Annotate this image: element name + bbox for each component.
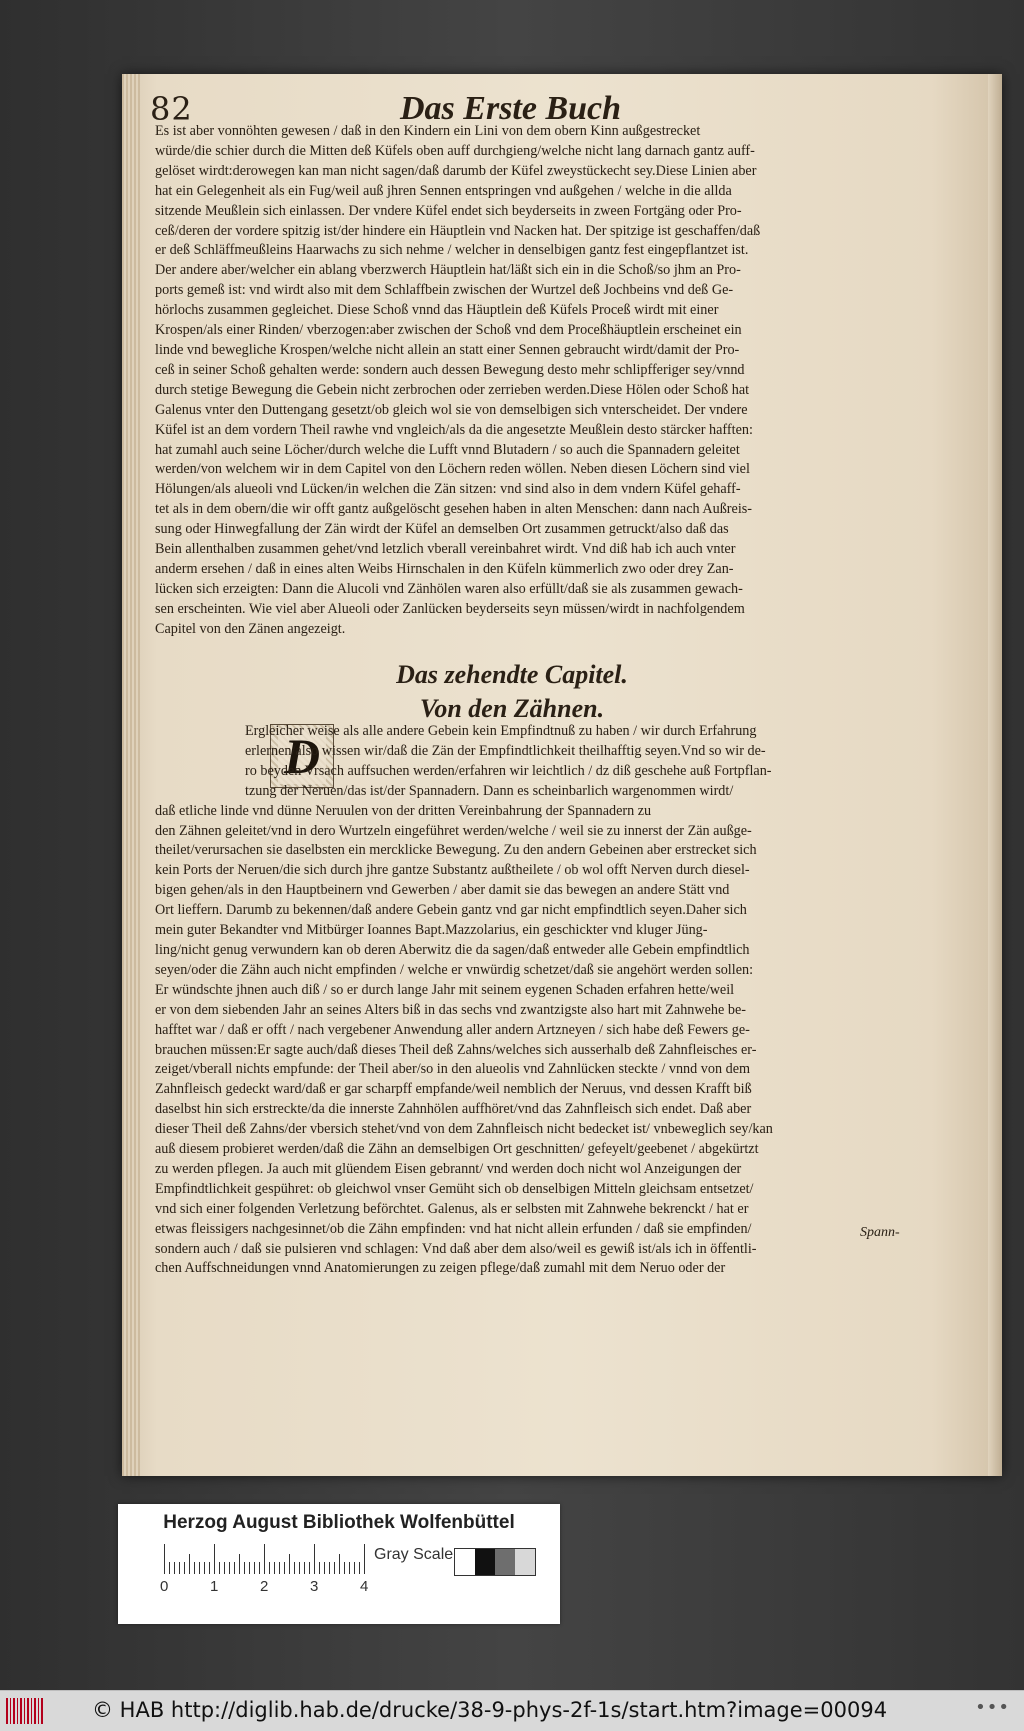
text-line: zeiget/vberall nichts empfunde: der Theil aber/so in den alueolis vnd Zahnlücken steckte / vnnd von dem (155, 1061, 751, 1078)
ruler-tick (204, 1562, 205, 1574)
ruler-tick (254, 1562, 255, 1574)
text-line: hörlochs zusammen gegleichet. Diese Schoß vnnd das Häuptlein deß Küfels Proceß wirdt mit einer (155, 302, 719, 319)
ruler-tick (174, 1562, 175, 1574)
ruler-tick (284, 1562, 285, 1574)
text-line: erlernen/also wissen wir/daß die Zän der Empfindtlichkeit theilhafftig seyen.Vnd so wir de- (245, 742, 766, 759)
text-line: Zahnfleisch gedeckt ward/daß er gar scharpff empfande/weil nemblich der Neruus, vnd dessen Krafft biß (155, 1081, 752, 1098)
text-line: ceß/deren der vordere spitzig ist/der hindere ein Häuptlein vnd Nacken hat. Der spitzige ist geschaffen/daß (155, 222, 761, 239)
text-line: tet als in dem obern/die wir offt gantz außgelöscht gesehen haben in alten Menschen: dann nach Außreis- (155, 501, 753, 518)
ruler-tick (339, 1554, 340, 1574)
text-line: etwas fleissigers nachgesinnet/ob die Zähn empfinden: vnd hat nicht allein erfunden / daß sie empfinden/ (155, 1220, 752, 1237)
text-line: Es ist aber vonnöhten gewesen / daß in den Kindern ein Lini von dem obern Kinn außgestrecket (155, 123, 701, 139)
text-line: er deß Schläffmeußleins Haarwachs zu sich nehme / welcher in denselbigen gantz fest eingepflantzet ist. (155, 242, 749, 259)
text-line: ro beyden Vrsach auffsuchen werden/erfahren wir leichtlich / dz diß geschehe auß Fortpflan- (245, 762, 772, 779)
text-line: Capitel von den Zänen angezeigt. (155, 620, 346, 637)
ruler-tick (324, 1562, 325, 1574)
text-line: hafftet war / daß er offt / nach vergebener Anwendung aller andern Artzneyen / sich habe deß Fewers ge- (155, 1021, 750, 1038)
ruler-tick (289, 1554, 290, 1574)
ruler-tick (179, 1562, 180, 1574)
text-line: lücken sich erzeigten: Dann die Alucoli vnd Zänhölen waren also erfüllt/daß sie als zusammen gewach- (155, 580, 743, 597)
gray-swatch (475, 1549, 495, 1575)
initial-letter: D (278, 728, 326, 784)
ruler-label: 4 (360, 1578, 369, 1595)
text-line: hat ein Gelegenheit als ein Fug/weil auß jhren Sennen entspringen vnd außgehen / welche in die allda (155, 182, 732, 199)
text-line: sen erscheinten. Wie viel aber Alueoli oder Zanlücken beyderseits seyn müssen/wirdt in nachfolgendem (155, 600, 745, 617)
color-reference-card (118, 1504, 560, 1624)
ruler-tick (224, 1562, 225, 1574)
ruler-label: 0 (160, 1578, 169, 1595)
text-block-1 (155, 122, 955, 640)
text-line: Empfindtlichkeit gespühret: ob gleichwol vnser Gemüht sich ob denselbigen Mitteln gleichsam entsetzet/ (155, 1180, 754, 1197)
text-line: gelöset wirdt:derowegen kan man nicht sagen/daß darumb der Küfel zweystückecht sey.Diese Linien aber (155, 162, 757, 179)
text-line: brauchen müssen:Er sagte auch/daß dieses Theil deß Zahns/welches sich ausserhalb deß Zahnfleisches er- (155, 1041, 757, 1058)
text-line: Er wündschte jhnen auch diß / so er durch lange Jahr mit seinem eygenen Schaden erfahren hette/weil (155, 981, 735, 998)
ruler-tick (164, 1544, 165, 1574)
gray-scale-label: Gray Scale (374, 1546, 454, 1563)
ruler-tick (219, 1562, 220, 1574)
ruler-label: 3 (310, 1578, 319, 1595)
ruler-tick (334, 1562, 335, 1574)
running-head: Das Erste Buch (400, 90, 622, 127)
text-line: ports gemeß ist: vnd wirdt also mit dem Schlaffbein zwischen der Wurtzel deß Jochbeins vnd deß Ge- (155, 282, 734, 299)
ruler-tick (239, 1554, 240, 1574)
text-line: daselbst hin sich erstreckte/da die innerste Zahnhölen auffhöret/vnd das Zahnfleisch sich endet. Daß aber (155, 1101, 752, 1118)
ruler-tick (314, 1544, 315, 1574)
text-line: theilet/verursachen sie daselbsten ein mercklicke Bewegung. Zu den andern Gebeinen aber erstrecket sich (155, 842, 757, 859)
ruler-tick (214, 1544, 215, 1574)
ruler-tick (274, 1562, 275, 1574)
text-line: Ergleicher weise als alle andere Gebein kein Empfindtnuß zu haben / wir durch Erfahrung (245, 723, 757, 739)
text-line: er von dem siebenden Jahr an seines Alters biß in das sechs vnd zwantzigste also hart mit Zahnwehe be- (155, 1001, 746, 1018)
status-bar (0, 1690, 1024, 1731)
ruler-label: 1 (210, 1578, 219, 1595)
text-line: kein Ports der Neruen/die sich durch jhre gantze Substantz außtheilete / ob wol offt Nerven durch diesel- (155, 862, 750, 879)
ruler-label: 2 (260, 1578, 269, 1595)
library-name: Herzog August Bibliothek Wolfenbüttel (163, 1512, 515, 1533)
page-fold (988, 74, 1002, 1476)
text-line: den Zähnen geleitet/vnd in dero Wurtzeln eingeführet werden/welche / weil sie zu innerst der Zän außge- (155, 822, 752, 839)
text-line: sondern auch / daß sie pulsieren vnd schlagen: Vnd daß aber dem also/weil es gewiß ist/als ich in öffentli- (155, 1240, 757, 1257)
text-line: ling/nicht genug verwundern kan ob deren Aberwitz die da sagen/daß entweder alle Gebein empfindtlich (155, 941, 750, 958)
more-icon[interactable]: ••• (975, 1697, 1010, 1718)
text-line: durch stetige Bewegung die Gebein nicht zerbrochen oder zerrieben werden.Diese Hölen oder Schoß hat (155, 381, 750, 398)
text-line: chen Auffschneidungen vnnd Anatomierungen zu zeigen pflege/daß zumahl mit dem Neruo oder der (155, 1260, 726, 1277)
ruler-tick (189, 1554, 190, 1574)
scale-ruler (164, 1544, 364, 1574)
text-line: Küfel ist an dem vordern Theil rawhe vnd vngleich/als da die angesetzte Meußlein desto stärcker hafften: (155, 421, 753, 438)
text-line: daß etliche linde vnd dünne Neruulen von der dritten Vereinbahrung der Spannadern zu (155, 802, 652, 819)
ruler-tick (364, 1544, 365, 1574)
ruler-tick (264, 1544, 265, 1574)
ruler-tick (229, 1562, 230, 1574)
catchword: Spann- (860, 1225, 900, 1240)
gray-swatches (454, 1548, 536, 1576)
ruler-tick (169, 1562, 170, 1574)
hab-logo-icon (6, 1698, 44, 1724)
ruler-tick (344, 1562, 345, 1574)
chapter-title: Das zehendte Capitel. (396, 660, 628, 689)
text-line: Ort lieffern. Darumb zu bekennen/daß andere Gebein gantz vnd gar nicht empfindtlich seyen.Daher sich (155, 902, 747, 919)
source-url[interactable]: © HAB http://diglib.hab.de/drucke/38-9-phys-2f-1s/start.htm?image=00094 (92, 1698, 888, 1722)
ruler-tick (354, 1562, 355, 1574)
text-line: bigen gehen/als in den Hauptbeinern vnd Gewerben / aber damit sie das bewegen an andere Stätt vnd (155, 882, 730, 899)
ruler-tick (359, 1562, 360, 1574)
text-line: linde vnd bewegliche Krospen/welche nicht allein an statt einer Sennen gebraucht wirdt/damit der Pro- (155, 341, 740, 358)
ruler-tick (329, 1562, 330, 1574)
page-stack-edge (122, 74, 140, 1476)
text-line: ceß in seiner Schoß gehalten werde: sondern auch dessen Bewegung desto mehr schlipfferiger sey/vnnd (155, 361, 745, 378)
text-line: Galenus vnter den Duttengang gesetzt/ob gleich wol sie von demselbigen sich vnterscheidet. Der vndere (155, 401, 748, 418)
text-line: dieser Theil deß Zahns/der vbersich stehet/vnd von dem Zahnfleisch nicht bedecket ist/ vnbeweglich sey/kan (155, 1121, 773, 1138)
text-line: Krospen/als einer Rinden/ vberzogen:aber zwischen der Schoß vnd dem Proceßhäuptlein erscheinet ein (155, 322, 742, 339)
text-line: seyen/oder die Zähn auch nicht empfinden / welche er vnwürdig schetzet/daß sie angehört werden sollen: (155, 961, 754, 978)
ruler-tick (249, 1562, 250, 1574)
ruler-tick (349, 1562, 350, 1574)
text-line: anderm ersehen / daß in eines alten Weibs Hirnschalen in den Küfeln kümmerlich zwo oder drey Zan- (155, 560, 734, 577)
text-block-2 (155, 722, 955, 1279)
text-line: Hölungen/als alueoli vnd Lücken/in welchen die Zän sitzen: vnd sind also in dem vndern Küfel gehaff- (155, 481, 741, 498)
ruler-tick (309, 1562, 310, 1574)
ruler-tick (299, 1562, 300, 1574)
ruler-tick (234, 1562, 235, 1574)
gray-swatch (495, 1549, 515, 1575)
ruler-tick (319, 1562, 320, 1574)
text-line: auß diesem probieret werden/daß die Zähn an demselbigen Ort geschnitten/ gefeyelt/geebenet / abgekürtzt (155, 1141, 759, 1158)
ruler-tick (304, 1562, 305, 1574)
ruler-tick (194, 1562, 195, 1574)
ruler-tick (279, 1562, 280, 1574)
text-line: mein guter Bekandter vnd Mitbürger Ioannes Bapt.Mazzolarius, ein geschickter vnd kluger Jüng- (155, 922, 708, 939)
text-line: sitzende Meußlein sich einlassen. Der vndere Küfel endet sich beyderseits in zween Fortgäng oder Pro- (155, 202, 742, 219)
page-number: 82 (150, 90, 193, 128)
ruler-tick (199, 1562, 200, 1574)
text-line: vnd sich einer folgenden Verletzung beförchtet. Galenus, als er selbsten mit Zahnwehe bekrenckt / hat er (155, 1200, 749, 1217)
gray-swatch (455, 1549, 475, 1575)
text-line: würde/die schier durch die Mitten deß Küfels oben auff durchgieng/welche nicht lang darnach gantz auff- (155, 142, 755, 159)
ruler-tick (259, 1562, 260, 1574)
ruler-tick (294, 1562, 295, 1574)
text-line: Bein allenthalben zusammen gehet/vnd letzlich vberall vereinbahret wirdt. Vnd diß hab ich auch vnter (155, 541, 736, 558)
text-line: zu werden pflegen. Ja auch mit glüendem Eisen gebrannt/ vnd werden doch nicht wol Anzeigungen der (155, 1160, 742, 1177)
text-line: Der andere aber/welcher ein ablang vberzwerch Häuptlein hat/läßt sich ein in die Schoß/so jhm an Pro- (155, 262, 741, 279)
ruler-tick (244, 1562, 245, 1574)
chapter-subtitle: Von den Zähnen. (419, 694, 605, 723)
text-line: werden/von welchem wir in dem Capitel von den Löchern reden wöllen. Neben diesen Löchern sind viel (155, 461, 750, 478)
text-line: tzung der Neruen/das ist/der Spannadern. Dann es scheinbarlich wargenommen wirdt/ (245, 782, 734, 799)
ruler-tick (184, 1562, 185, 1574)
ruler-tick (209, 1562, 210, 1574)
text-line: hat zumahl auch seine Löcher/durch welche die Lufft vnnd Blutadern / so auch die Spannadern geleitet (155, 441, 740, 458)
ruler-tick (269, 1562, 270, 1574)
text-line: sung oder Hinwegfallung der Zän wirdt der Küfel an demselben Ort zusammen getruckt/also daß das (155, 521, 729, 538)
gray-swatch (515, 1549, 535, 1575)
